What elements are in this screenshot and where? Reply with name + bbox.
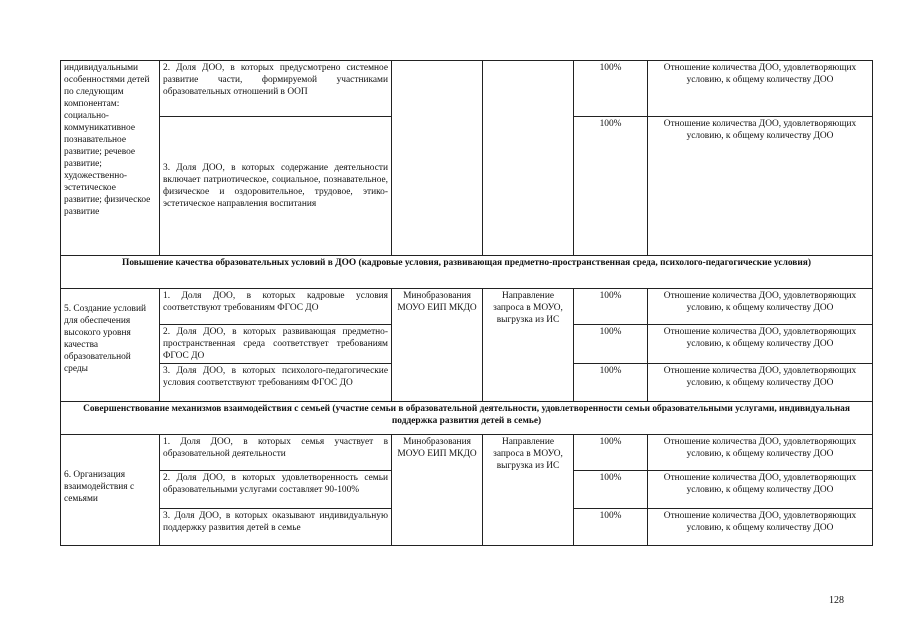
value-cell: 100% — [574, 289, 648, 325]
note-cell: Отношение количества ДОО, удовлетворяющих условию, к общему количеству ДОО — [648, 435, 873, 471]
criterion-cell: 5. Создание условий для обеспечения высокого уровня качества образовательной среды — [61, 289, 160, 402]
indicator-cell: 2. Доля ДОО, в которых удовлетворенность семьи образовательными услугами составляет 90-100% — [160, 471, 392, 509]
indicator-cell: 3. Доля ДОО, в которых оказывают индивидуальную поддержку развития детей в семье — [160, 509, 392, 546]
indicators-table — [60, 60, 873, 546]
page-number: 128 — [829, 595, 844, 606]
note-cell: Отношение количества ДОО, удовлетворяющих условию, к общему количеству ДОО — [648, 61, 873, 117]
indicator-cell: 1. Доля ДОО, в которых семья участвует в образовательной деятельности — [160, 435, 392, 471]
responsible-cell: Минобразования МОУО ЕИП МКДО — [392, 289, 483, 402]
note-cell: Отношение количества ДОО, удовлетворяющих условию, к общему количеству ДОО — [648, 471, 873, 509]
empty-cell — [392, 61, 483, 256]
value-cell: 100% — [574, 471, 648, 509]
note-cell: Отношение количества ДОО, удовлетворяющих условию, к общему количеству ДОО — [648, 364, 873, 402]
indicator-cell: 1. Доля ДОО, в которых кадровые условия соответствуют требованиям ФГОС ДО — [160, 289, 392, 325]
value-cell: 100% — [574, 435, 648, 471]
method-cell: Направление запроса в МОУО, выгрузка из ИС — [483, 289, 574, 402]
value-cell: 100% — [574, 61, 648, 117]
criterion-cell: 6. Организация взаимодействия с семьями — [61, 435, 160, 546]
value-cell: 100% — [574, 325, 648, 364]
note-cell: Отношение количества ДОО, удовлетворяющих условию, к общему количеству ДОО — [648, 509, 873, 546]
value-cell: 100% — [574, 117, 648, 256]
indicator-cell: 3. Доля ДОО, в которых содержание деятельности включает патриотическое, социальное, познавательное, физическое и оздоровительное, трудовое, этико-эстетическое направления воспитания — [160, 117, 392, 256]
empty-cell — [483, 61, 574, 256]
section-header: Повышение качества образовательных условий в ДОО (кадровые условия, развивающая предметно-пространственная среда, психолого-педагогические условия) — [61, 256, 873, 289]
value-cell: 100% — [574, 509, 648, 546]
criterion-cell: индивидуальными особенностями детей по следующим компонентам: социально-коммуникативное познавательное развитие; речевое развитие; художественно-эстетическое развитие; физическое развитие — [61, 61, 160, 256]
method-cell: Направление запроса в МОУО, выгрузка из ИС — [483, 435, 574, 546]
indicator-cell: 3. Доля ДОО, в которых психолого-педагогические условия соответствуют требованиям ФГОС ДО — [160, 364, 392, 402]
responsible-cell: Минобразования МОУО ЕИП МКДО — [392, 435, 483, 546]
note-cell: Отношение количества ДОО, удовлетворяющих условию, к общему количеству ДОО — [648, 117, 873, 256]
value-cell: 100% — [574, 364, 648, 402]
indicator-cell: 2. Доля ДОО, в которых предусмотрено системное развитие части, формируемой участниками образовательных отношений в ООП — [160, 61, 392, 117]
indicator-cell: 2. Доля ДОО, в которых развивающая предметно-пространственная среда соответствует требованиям ФГОС ДО — [160, 325, 392, 364]
note-cell: Отношение количества ДОО, удовлетворяющих условию, к общему количеству ДОО — [648, 289, 873, 325]
section-header: Совершенствование механизмов взаимодействия с семьей (участие семьи в образовательной деятельности, удовлетворенности семьи образовательными услугами, индивидуальная поддержка развития детей в семье) — [61, 402, 873, 435]
note-cell: Отношение количества ДОО, удовлетворяющих условию, к общему количеству ДОО — [648, 325, 873, 364]
